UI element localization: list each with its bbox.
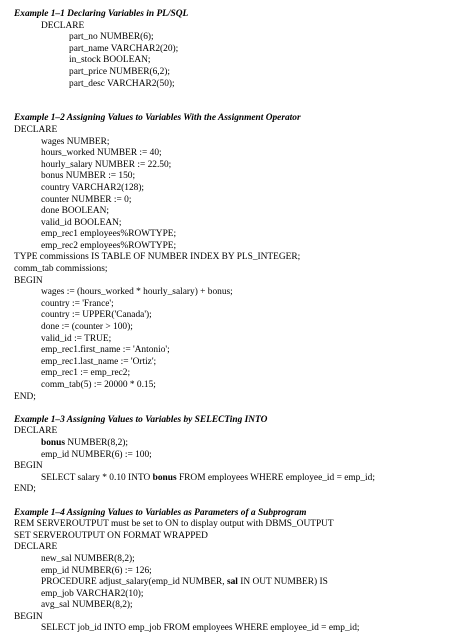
example-heading: Example 1–4 Assigning Values to Variables as Parameters of a Subprogram bbox=[14, 507, 307, 518]
code-text: SELECT salary * 0.10 INTO bbox=[41, 472, 151, 483]
code-line: SET SERVEROUTPUT ON FORMAT WRAPPED bbox=[14, 530, 208, 541]
code-line: BEGIN bbox=[14, 461, 43, 472]
code-line: done BOOLEAN; bbox=[41, 206, 109, 217]
spacer bbox=[0, 403, 474, 415]
code-line: emp_job VARCHAR2(10); bbox=[41, 588, 144, 599]
code-text: NUMBER(8,2); bbox=[67, 437, 129, 448]
code-text: IN OUT NUMBER) IS bbox=[240, 577, 328, 588]
code-text: FROM employees WHERE employee_id = emp_id; bbox=[178, 472, 375, 483]
code-line: emp_rec1.last_name := 'Ortiz'; bbox=[41, 356, 157, 367]
example-heading: Example 1–2 Assigning Values to Variables With the Assignment Operator bbox=[14, 113, 301, 124]
code-line: valid_id := TRUE; bbox=[41, 333, 112, 344]
code-line: BEGIN bbox=[14, 611, 43, 622]
code-text: PROCEDURE adjust_salary(emp_id NUMBER, bbox=[41, 577, 225, 588]
code-line: hours_worked NUMBER := 40; bbox=[41, 148, 162, 159]
code-line: emp_rec1.first_name := 'Antonio'; bbox=[41, 345, 170, 356]
code-line: country VARCHAR2(128); bbox=[41, 182, 145, 193]
code-line: DECLARE bbox=[14, 124, 58, 135]
example-1-3 bbox=[0, 415, 474, 496]
example-1-2 bbox=[0, 113, 474, 403]
code-line: DECLARE bbox=[41, 20, 85, 31]
spacer bbox=[0, 90, 474, 113]
code-line: TYPE commissions IS TABLE OF NUMBER INDEX BY PLS_INTEGER; bbox=[14, 252, 301, 263]
example-1-4 bbox=[0, 508, 474, 635]
code-line: emp_rec2 employees%ROWTYPE; bbox=[41, 240, 177, 251]
code-line: comm_tab(5) := 20000 * 0.15; bbox=[41, 380, 156, 390]
code-line: REM SERVEROUTPUT must be set to ON to display output with DBMS_OUTPUT bbox=[14, 519, 334, 530]
code-line: DECLARE bbox=[14, 542, 58, 553]
code-line: comm_tab commissions; bbox=[14, 264, 108, 275]
code-line bbox=[0, 473, 474, 485]
code-line bbox=[0, 577, 474, 589]
code-line: BEGIN bbox=[14, 275, 43, 286]
code-line: part_name VARCHAR2(20); bbox=[69, 43, 179, 54]
code-line: in_stock BOOLEAN; bbox=[69, 55, 151, 66]
code-line: END; bbox=[14, 484, 36, 495]
spacer bbox=[0, 496, 474, 508]
example-heading: Example 1–3 Assigning Values to Variables by SELECTing INTO bbox=[14, 414, 268, 425]
code-line: new_sal NUMBER(8,2); bbox=[41, 553, 135, 564]
code-line: DECLARE bbox=[14, 426, 58, 437]
code-line: country := UPPER('Canada'); bbox=[41, 310, 152, 321]
code-line: avg_sal NUMBER(8,2); bbox=[41, 600, 133, 611]
code-line: emp_rec1 := emp_rec2; bbox=[41, 368, 131, 379]
code-line: part_desc VARCHAR2(50); bbox=[69, 78, 175, 89]
code-line: wages NUMBER; bbox=[41, 136, 110, 147]
code-line: SELECT job_id INTO emp_job FROM employees WHERE employee_id = emp_id; bbox=[41, 623, 360, 634]
code-line: hourly_salary NUMBER := 22.50; bbox=[41, 159, 172, 170]
code-line: part_price NUMBER(6,2); bbox=[69, 66, 171, 77]
keyword-bonus: bonus bbox=[152, 472, 177, 483]
code-line bbox=[0, 438, 474, 450]
code-line: bonus NUMBER := 150; bbox=[41, 171, 136, 182]
code-line: country := 'France'; bbox=[41, 298, 114, 309]
code-line: part_no NUMBER(6); bbox=[69, 32, 154, 43]
code-line: emp_rec1 employees%ROWTYPE; bbox=[41, 229, 177, 240]
code-line: wages := (hours_worked * hourly_salary) + bonus; bbox=[41, 287, 233, 298]
example-1-1 bbox=[0, 9, 474, 90]
example-heading: Example 1–1 Declaring Variables in PL/SQL bbox=[14, 9, 189, 19]
keyword-bonus: bonus bbox=[41, 437, 65, 448]
code-line: END; bbox=[14, 391, 36, 402]
code-line: counter NUMBER := 0; bbox=[41, 194, 132, 205]
code-line: done := (counter > 100); bbox=[41, 322, 133, 333]
code-line: valid_id BOOLEAN; bbox=[41, 217, 122, 228]
code-line: emp_id NUMBER(6) := 126; bbox=[41, 565, 152, 576]
keyword-sal: sal bbox=[226, 577, 238, 588]
code-line: emp_id NUMBER(6) := 100; bbox=[41, 449, 152, 460]
